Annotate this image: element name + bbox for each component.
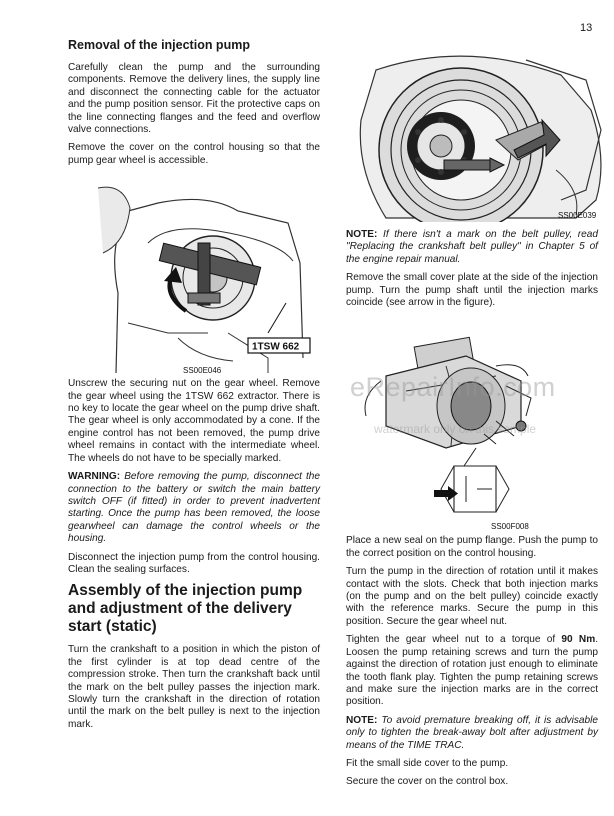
warning-label: WARNING: (68, 471, 121, 483)
note1-text: If there isn't a mark on the belt pulley, read "Replacing the crankshaft belt pulley" in Chapter 5 of the engine repair manual. (346, 229, 598, 265)
removal-paragraph-4: Disconnect the injection pump from the control housing. Clean the sealing surfaces. (68, 551, 320, 575)
watermark-text: eRepairInfo.com (350, 372, 556, 402)
warning-note (68, 471, 320, 545)
note-belt-pulley (346, 229, 598, 266)
note-break-away-bolt (346, 715, 598, 752)
note2-label: NOTE: (346, 714, 378, 726)
assembly-paragraph-5 (346, 634, 598, 708)
watermark-subtext: watermark only on this sample (374, 422, 537, 436)
figure1-tool-label: 1TSW 662 (252, 341, 300, 353)
assembly-paragraph-6: Fit the small side cover to the pump. (346, 757, 509, 769)
left-column (68, 38, 320, 737)
belt-pulley-figure (346, 50, 608, 222)
torque-text-before: Tighten the gear wheel nut to a torque of (346, 634, 562, 646)
removal-paragraph-1: Carefully clean the pump and the surrounding components. Remove the delivery lines, the supply line and disconnect the connecting cable for the actuator and the pump position sensor. Fit the protective caps on the line connecting flanges and the feed and overflow valve connections. (68, 62, 320, 136)
assembly-paragraph-7: Secure the cover on the control box. (346, 776, 509, 788)
page-number: 13 (580, 22, 593, 34)
torque-text-after: . Loosen the pump retaining screws and turn the pump against the direction of rotation just enough to eliminate the tooth flank play. Tighten the pump retaining screws and make sure the injection marks are in the correct position. (346, 634, 598, 708)
warning-text: Before removing the pump, disconnect the connection to the battery or switch the main battery switch OFF (if fitted) in order to prevent inadvertent starting. Once the pump has been removed, the loose gearwheel can damage the control wheels or the housing. (68, 471, 320, 545)
assembly-paragraph-3: Place a new seal on the pump flange. Push the pump to the correct position on the control housing. (346, 535, 598, 559)
figure1-spacer (68, 173, 320, 378)
figure1-code: SS00E046 (183, 366, 222, 375)
torque-value: 90 Nm (561, 634, 596, 646)
heading-assembly: Assembly of the injection pump and adjustment of the delivery start (static) (68, 582, 303, 636)
figure3-code: SS00F008 (491, 522, 529, 531)
assembly-paragraph-2: Remove the small cover plate at the side of the injection pump. Turn the pump shaft until the injection marks coincide (see arrow in the figure). (346, 272, 598, 309)
right-column (346, 229, 598, 795)
note2-text: To avoid premature breaking off, it is advisable only to tighten the break-away bolt after adjustment by means of the TIME TRAC. (346, 714, 598, 751)
removal-paragraph-3: Unscrew the securing nut on the gear wheel. Remove the gear wheel using the 1TSW 662 extractor. There is no key to locate the gear wheel on the pump drive shaft. The gear wheel is only accommodated by a cone. If the engine control has not been removed, the pump drive wheel remains in contact with the intermediate wheel. The wheels do not have to be specially marked. (68, 378, 320, 464)
removal-paragraph-2: Remove the cover on the control housing so that the pump gear wheel is accessible. (68, 142, 320, 166)
figure3-spacer (346, 315, 598, 535)
assembly-paragraph-4: Turn the pump in the direction of rotation until it makes contact with the slots. Check that both injection marks (on the pump and on the belt pulley) coincide exactly with the reference marks. Secure the pump in this position. Secure the gear wheel nut. (346, 566, 598, 627)
assembly-paragraph-1: Turn the crankshaft to a position in which the piston of the first cylinder is at top dead centre of the compression stroke. Then turn the crankshaft back until the mark on the belt pulley passes the injection mark. Slowly turn the crankshaft in the direction of rotation until the mark on the belt pulley is next to the injection mark. (68, 644, 320, 730)
note1-label: NOTE: (346, 229, 378, 240)
heading-removal: Removal of the injection pump (68, 38, 250, 52)
figure2-code: SS00E039 (558, 211, 597, 220)
